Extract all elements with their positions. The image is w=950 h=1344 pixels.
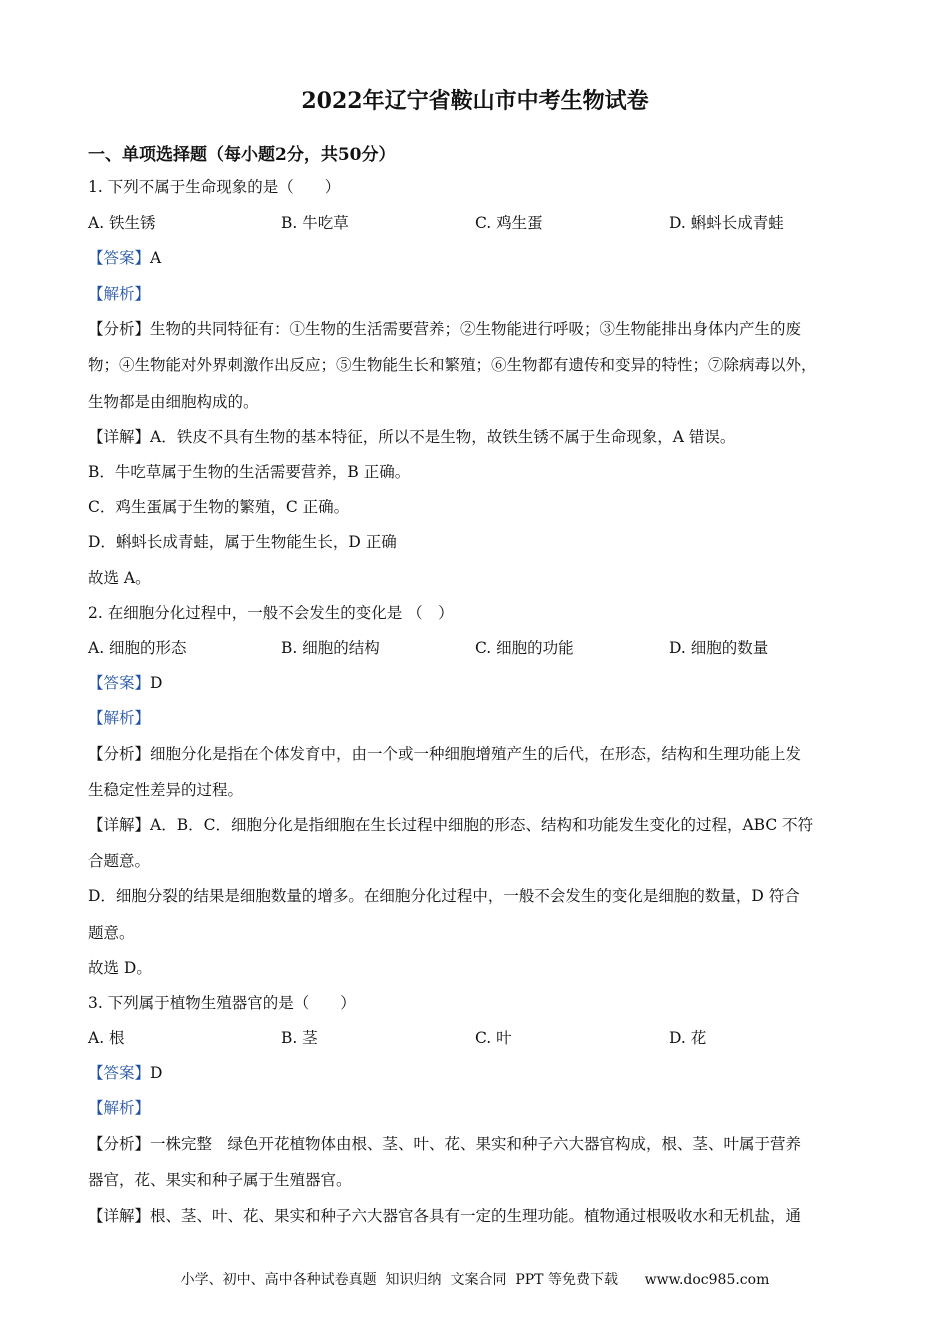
q1-option-b: B. 牛吃草: [281, 214, 349, 232]
fenxi-label: 【分析】: [88, 1135, 151, 1153]
q3-fenxi-line-2: 器官，花、果实和种子属于生殖器官。: [88, 1171, 352, 1189]
q1-line-b: B．牛吃草属于生物的生活需要营养，B 正确。: [88, 463, 411, 481]
xiangjie-label: 【详解】: [88, 816, 151, 834]
q1-fenxi-line-2: 物；④生物能对外界刺激作出反应；⑤生物能生长和繁殖；⑥生物都有遗传和变异的特性；⑦除病毒以外，: [88, 356, 817, 374]
q3-analysis-label: [88, 1098, 150, 1118]
xiangjie-label: 【详解】: [88, 428, 151, 446]
q2-option-b: B. 细胞的结构: [281, 639, 380, 657]
answer-label: 【答案】: [88, 674, 151, 692]
q1-fenxi-text-1: 生物的共同特征有：①生物的生活需要营养；②生物能进行呼吸；③生物能排出身体内产生的废: [150, 320, 802, 338]
q1-xiangjie-text: A．铁皮不具有生物的基本特征，所以不是生物，故铁生锈不属于生命现象，A 错误。: [150, 428, 736, 446]
q3-xiangjie-text: 根、茎、叶、花、果实和种子六大器官各具有一定的生理功能。植物通过根吸收水和无机盐，通: [150, 1207, 802, 1225]
analysis-label: 【解析】: [88, 1099, 151, 1117]
xiangjie-label: 【详解】: [88, 1207, 151, 1225]
q1-analysis-label: [88, 284, 150, 304]
q2-option-c: C. 细胞的功能: [475, 639, 574, 657]
q2-answer-value: D: [150, 674, 163, 692]
q2-conclusion: 故选 D。: [88, 959, 152, 977]
q3-answer-value: D: [150, 1064, 163, 1082]
q1-xiangjie-line-1: [88, 427, 735, 447]
analysis-label: 【解析】: [88, 709, 151, 727]
q3-fenxi-text-1: 一株完整 绿色开花植物体由根、茎、叶、花、果实和种子六大器官构成，根、茎、叶属于营养: [150, 1135, 802, 1153]
q3-xiangjie-line-1: [88, 1206, 801, 1226]
analysis-label: 【解析】: [88, 285, 151, 303]
fenxi-label: 【分析】: [88, 745, 151, 763]
q2-line-2: D．细胞分裂的结果是细胞数量的增多。在细胞分化过程中，一般不会发生的变化是细胞的数量，D 符合: [88, 887, 800, 905]
q1-option-d: D. 蝌蚪长成青蛙: [669, 214, 784, 232]
q2-stem: 2. 在细胞分化过程中，一般不会发生的变化是 （ ）: [88, 604, 454, 622]
q1-line-d: D．蝌蚪长成青蛙，属于生物能生长，D 正确: [88, 533, 397, 551]
q1-stem: 1. 下列不属于生命现象的是（ ）: [88, 178, 341, 196]
q1-line-c: C．鸡生蛋属于生物的繁殖，C 正确。: [88, 498, 350, 516]
q3-option-a: A. 根: [88, 1029, 125, 1047]
q3-answer: [88, 1063, 162, 1083]
fenxi-label: 【分析】: [88, 320, 151, 338]
q2-xiangjie-line-1: [88, 815, 813, 835]
q1-conclusion: 故选 A。: [88, 569, 151, 587]
page-footer: 小学、初中、高中各种试卷真题 知识归纳 文案合同 PPT 等免费下载 www.doc985.com: [180, 1272, 770, 1288]
q1-option-a: A. 铁生锈: [88, 214, 156, 232]
q1-answer-value: A: [150, 249, 162, 267]
q1-option-c: C. 鸡生蛋: [475, 214, 543, 232]
q3-option-b: B. 茎: [281, 1029, 318, 1047]
q3-fenxi-line-1: [88, 1134, 801, 1154]
answer-label: 【答案】: [88, 1064, 151, 1082]
q2-line-3: 题意。: [88, 924, 135, 942]
q2-xiangjie-text: A．B．C．细胞分化是指细胞在生长过程中细胞的形态、结构和功能发生变化的过程，ABC 不符: [150, 816, 814, 834]
q2-analysis-label: [88, 708, 150, 728]
q2-option-a: A. 细胞的形态: [88, 639, 187, 657]
page-title: 2022年辽宁省鞍山市中考生物试卷: [301, 88, 649, 114]
section-heading: 一、单项选择题（每小题2分，共50分）: [88, 145, 396, 165]
q3-option-c: C. 叶: [475, 1029, 512, 1047]
q2-fenxi-line-2: 生稳定性差异的过程。: [88, 781, 244, 799]
q1-fenxi-line-3: 生物都是由细胞构成的。: [88, 393, 259, 411]
q2-fenxi-text-1: 细胞分化是指在个体发育中，由一个或一种细胞增殖产生的后代，在形态，结构和生理功能上发: [150, 745, 802, 763]
q3-option-d: D. 花: [669, 1029, 707, 1047]
q2-answer: [88, 673, 162, 693]
q1-answer: [88, 248, 161, 268]
q2-line-1: 合题意。: [88, 852, 151, 870]
q2-option-d: D. 细胞的数量: [669, 639, 769, 657]
q3-stem: 3. 下列属于植物生殖器官的是（ ）: [88, 994, 356, 1012]
q1-fenxi-line-1: [88, 319, 801, 339]
q2-fenxi-line-1: [88, 744, 801, 764]
answer-label: 【答案】: [88, 249, 151, 267]
